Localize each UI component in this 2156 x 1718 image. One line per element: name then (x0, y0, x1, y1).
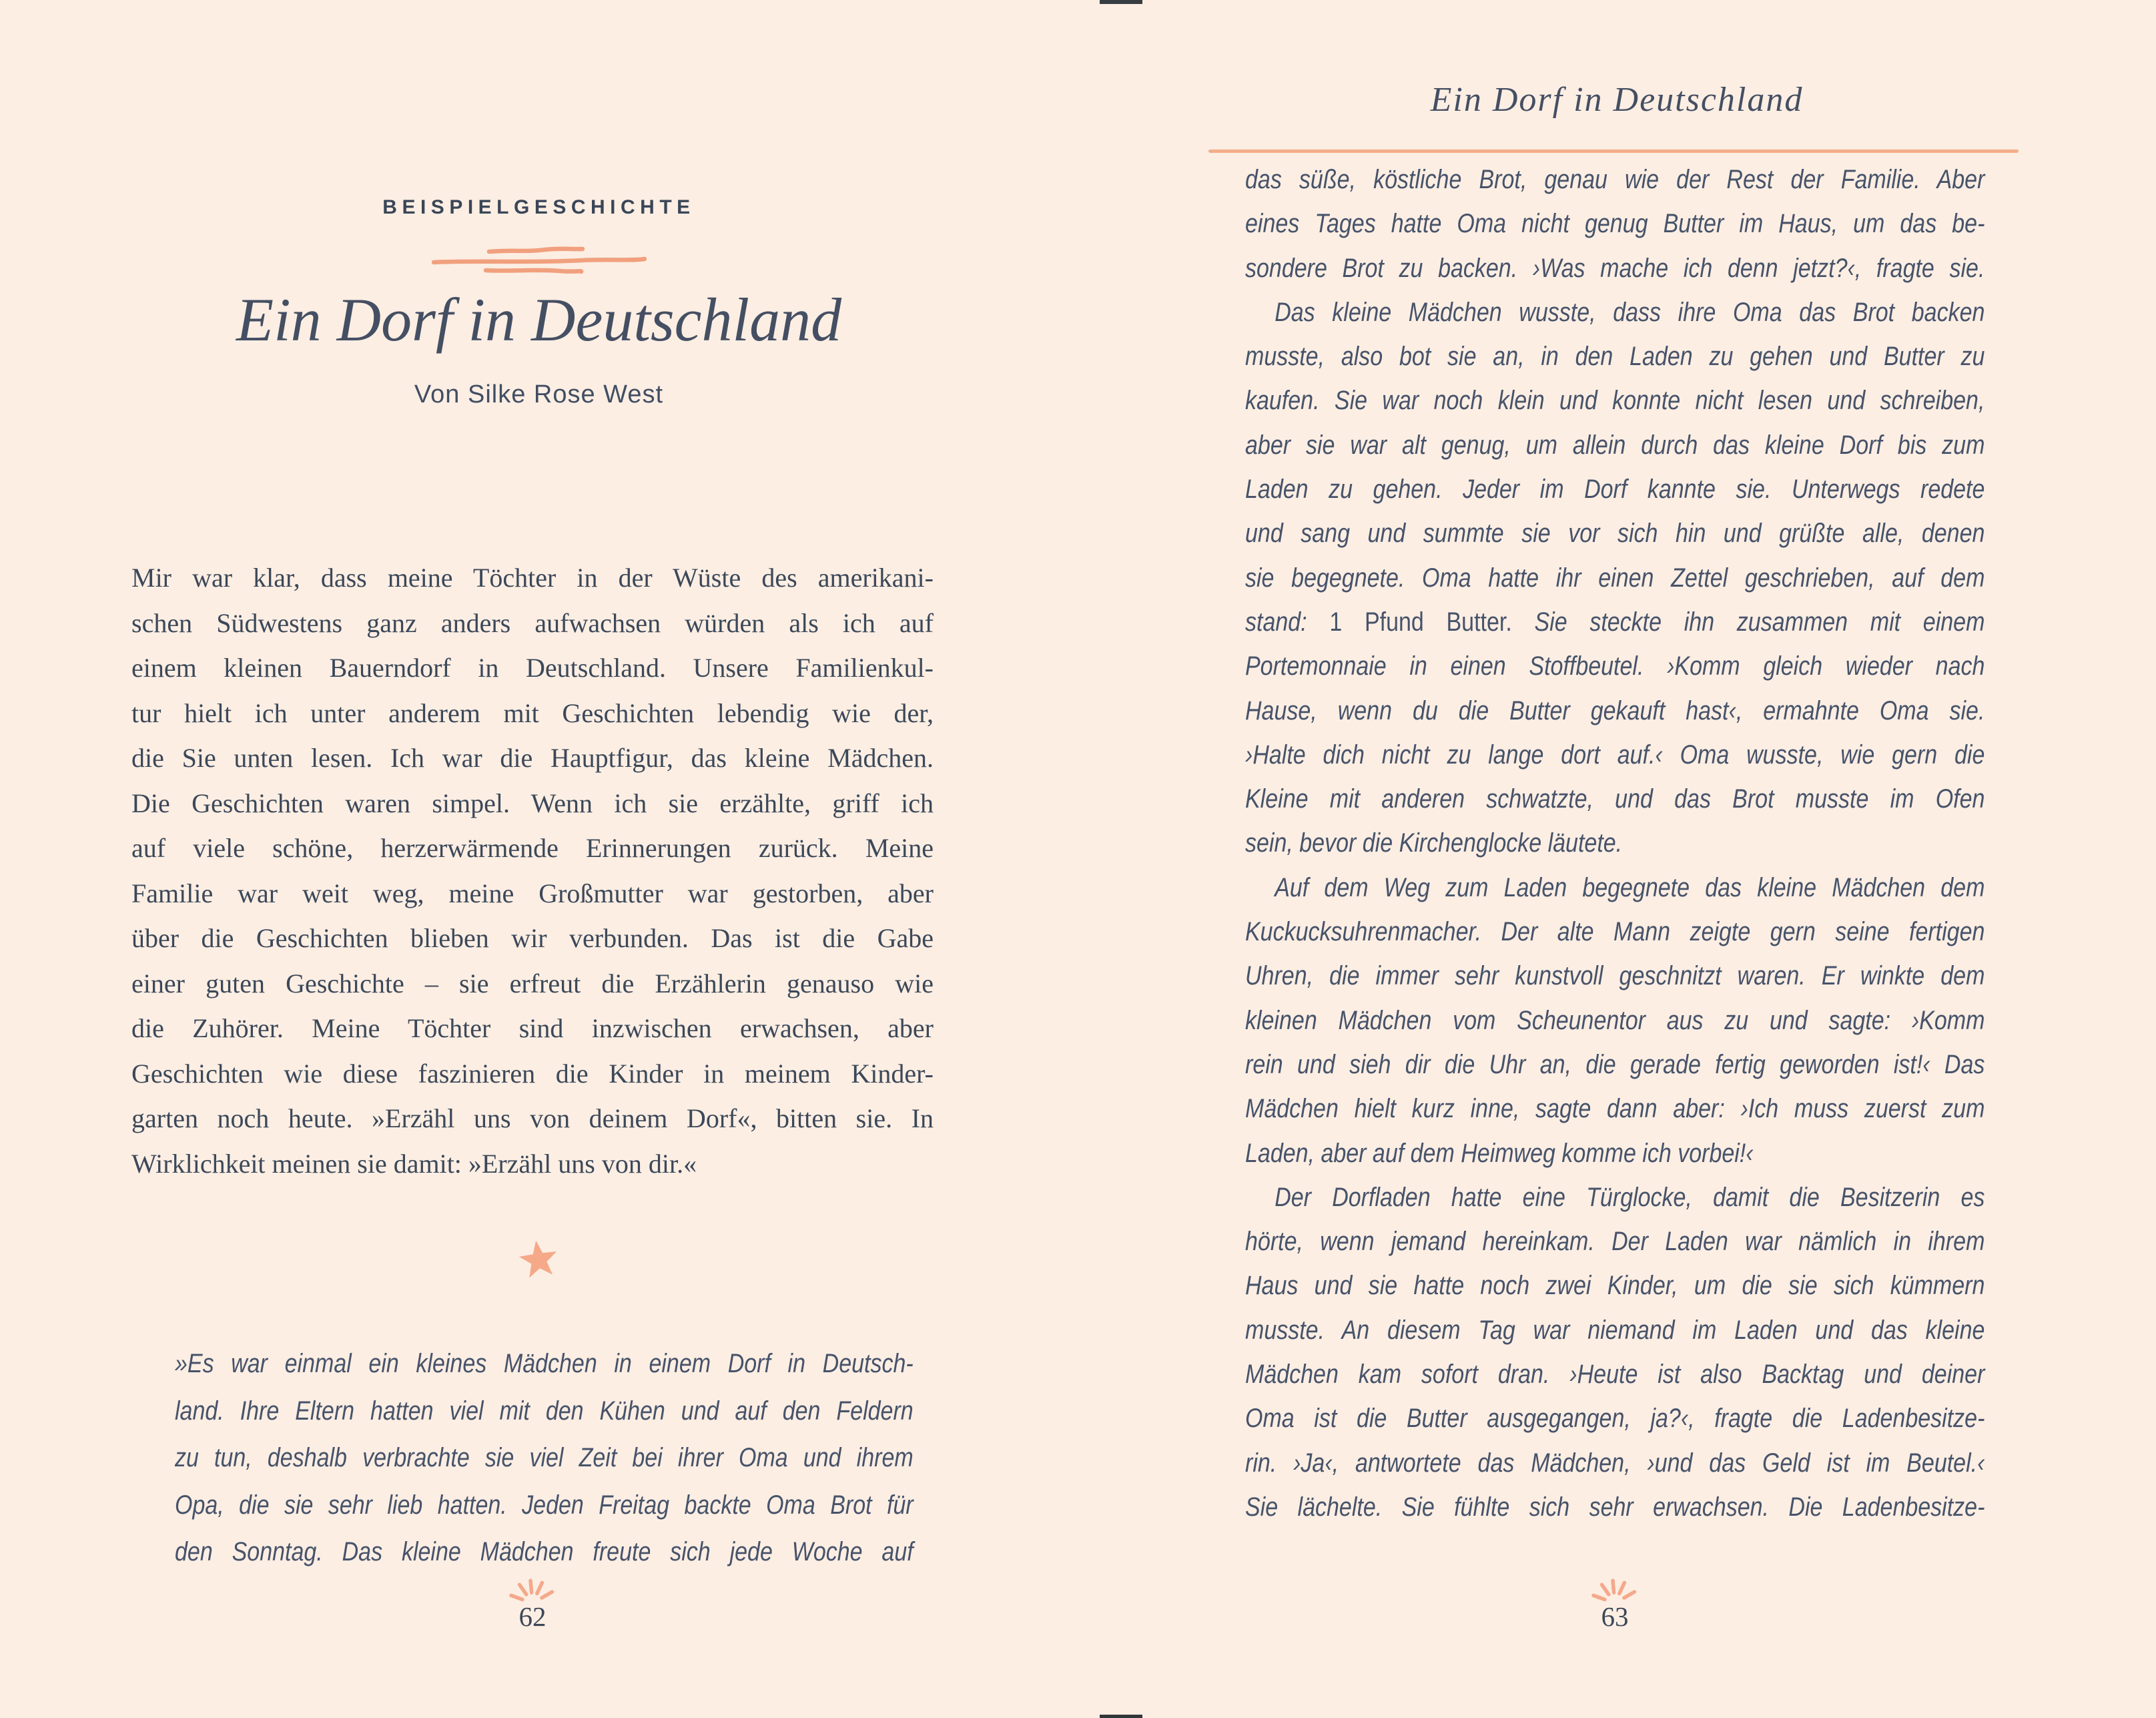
text-line: den Sonntag. Das kleine Mädchen freute sich jede Woche auf (175, 1537, 914, 1566)
text-line: eines Tages hatte Oma nicht genug Butter im Haus, um das be- (1245, 209, 1985, 239)
text-line: Geschichten wie diese faszinieren die Kinder in meinem Kinder- (131, 1058, 934, 1089)
text-line: musste, also bot sie an, in den Laden zu gehen und Butter zu (1245, 342, 1985, 372)
text-line: Mir war klar, dass meine Töchter in der Wüste des amerikani- (131, 563, 934, 593)
page-number-left: 62 (518, 1601, 547, 1632)
text-line: einer guten Geschichte – sie erfreut die Erzählerin genauso wie (131, 968, 934, 998)
text-line: Sie lächelte. Sie fühlte sich sehr erwachsen. Die Ladenbesitze- (1245, 1492, 1985, 1522)
text-line: sondere Brot zu backen. ›Was mache ich denn jetzt?‹, fragte sie. (1245, 253, 1985, 283)
text-line: Kleine mit anderen schwatzte, und das Brot musste im Ofen (1245, 784, 1985, 814)
text-line: Die Geschichten waren simpel. Wenn ich sie erzählte, griff ich (131, 788, 934, 818)
text-line: einem kleinen Bauerndorf in Deutschland. Unsere Familienkul- (131, 653, 934, 683)
text-line: hörte, wenn jemand hereinkam. Der Laden war nämlich in ihrem (1245, 1227, 1985, 1257)
section-eyebrow: BEISPIELGESCHICHTE (382, 196, 695, 218)
text-line: garten noch heute. »Erzähl uns von deinem Dorf«, bitten sie. In (131, 1103, 934, 1133)
header-rule (1208, 150, 2019, 153)
text-line: sie begegnete. Oma hatte ihr einen Zettel geschrieben, auf dem (1245, 563, 1985, 593)
text-line: kleinen Mädchen vom Scheunentor aus zu und sagte: ›Komm (1245, 1005, 1985, 1035)
text-line: tur hielt ich unter anderem mit Geschichten lebendig wie der, (131, 697, 934, 728)
print-mark-top (1100, 0, 1142, 4)
text-line: Mädchen hielt kurz inne, sagte dann aber: ›Ich muss zuerst zum (1245, 1094, 1985, 1124)
sparkle-icon (1581, 1572, 1648, 1602)
text-line: stand: 1 Pfund Butter. Sie steckte ihn zusammen mit einem (1245, 607, 1985, 637)
text-line: kaufen. Sie war noch klein und konnte nicht lesen und schreiben, (1245, 386, 1985, 416)
text-line: zu tun, deshalb verbrachte sie viel Zeit bei ihrer Oma und ihrem (175, 1443, 914, 1472)
text-line: Portemonnaie in einen Stoffbeutel. ›Komm gleich wieder nach (1245, 651, 1985, 681)
text-line: rin. ›Ja‹, antwortete das Mädchen, ›und das Geld ist im Beutel.‹ (1245, 1448, 1985, 1478)
text-line: die Zuhörer. Meine Töchter sind inzwischen erwachsen, aber (131, 1013, 934, 1043)
text-line: Laden, aber auf dem Heimweg komme ich vorbei!‹ (1245, 1138, 1754, 1168)
text-line: Opa, die sie sehr lieb hatten. Jeden Freitag backte Oma Brot für (175, 1490, 914, 1520)
text-line: und sang und summte sie vor sich hin und grüßte alle, denen (1245, 519, 1985, 549)
star-icon (517, 1233, 560, 1284)
text-line: die Sie unten lesen. Ich war die Hauptfigur, das kleine Mädchen. (131, 743, 934, 773)
text-line: Uhren, die immer sehr kunstvoll geschnitzt waren. Er winkte dem (1245, 961, 1985, 991)
text-line: schen Südwestens ganz anders aufwachsen würden als ich auf (131, 607, 934, 638)
text-line: Hause, wenn du die Butter gekauft hast‹, ermahnte Oma sie. (1245, 695, 1985, 726)
text-line: Wirklichkeit meinen sie damit: »Erzähl uns von dir.« (131, 1148, 697, 1179)
page-number-right: 63 (1601, 1601, 1629, 1632)
text-line: Mädchen kam sofort dran. ›Heute ist also Backtag und deiner (1245, 1360, 1985, 1390)
text-line: rein und sieh dir die Uhr an, die gerade fertig geworden ist!‹ Das (1245, 1049, 1985, 1079)
text-line: Familie war weit weg, meine Großmutter war gestorben, aber (131, 878, 934, 908)
story-body (1245, 158, 1985, 1529)
text-line: Haus und sie hatte noch zwei Kinder, um die sie sich kümmern (1245, 1271, 1985, 1301)
text-line: auf viele schöne, herzerwärmende Erinnerungen zurück. Meine (131, 833, 934, 863)
text-line: Der Dorfladen hatte eine Türglocke, damit die Besitzerin es (1275, 1182, 1985, 1212)
story-title: Ein Dorf in Deutschland (236, 286, 842, 354)
print-mark-bottom (1100, 1715, 1142, 1718)
text-line: Das kleine Mädchen wusste, dass ihre Oma das Brot backen (1275, 297, 1985, 327)
upright-text: 1 Pfund Butter. (1329, 607, 1512, 637)
byline: Von Silke Rose West (414, 380, 664, 408)
squiggle-divider-icon (432, 243, 647, 275)
text-line: »Es war einmal ein kleines Mädchen in einem Dorf in Deutsch- (175, 1349, 914, 1378)
story-quote-block (175, 1340, 914, 1576)
running-header: Ein Dorf in Deutschland (1430, 81, 1804, 119)
text-line: land. Ihre Eltern hatten viel mit den Kühen und auf den Feldern (175, 1396, 914, 1426)
text-line: Kuckucksuhrenmacher. Der alte Mann zeigte gern seine fertigen (1245, 917, 1985, 947)
text-line: Oma ist die Butter ausgegangen, ja?‹, fragte die Ladenbesitze- (1245, 1404, 1985, 1434)
text-line: ›Halte dich nicht zu lange dort auf.‹ Oma wusste, wie gern die (1245, 740, 1985, 770)
text-line: Auf dem Weg zum Laden begegnete das kleine Mädchen dem (1275, 872, 1985, 902)
sparkle-icon (499, 1572, 566, 1602)
text-line: sein, bevor die Kirchenglocke läutete. (1245, 828, 1623, 858)
text-line: Laden zu gehen. Jeder im Dorf kannte sie. Unterwegs redete (1245, 475, 1985, 505)
text-line: musste. An diesem Tag war niemand im Laden und das kleine (1245, 1315, 1985, 1345)
text-line: das süße, köstliche Brot, genau wie der Rest der Familie. Aber (1245, 165, 1985, 194)
text-line: aber sie war alt genug, um allein durch das kleine Dorf bis zum (1245, 430, 1985, 460)
intro-paragraph (131, 555, 934, 1186)
text-line: über die Geschichten blieben wir verbunden. Das ist die Gabe (131, 923, 934, 953)
